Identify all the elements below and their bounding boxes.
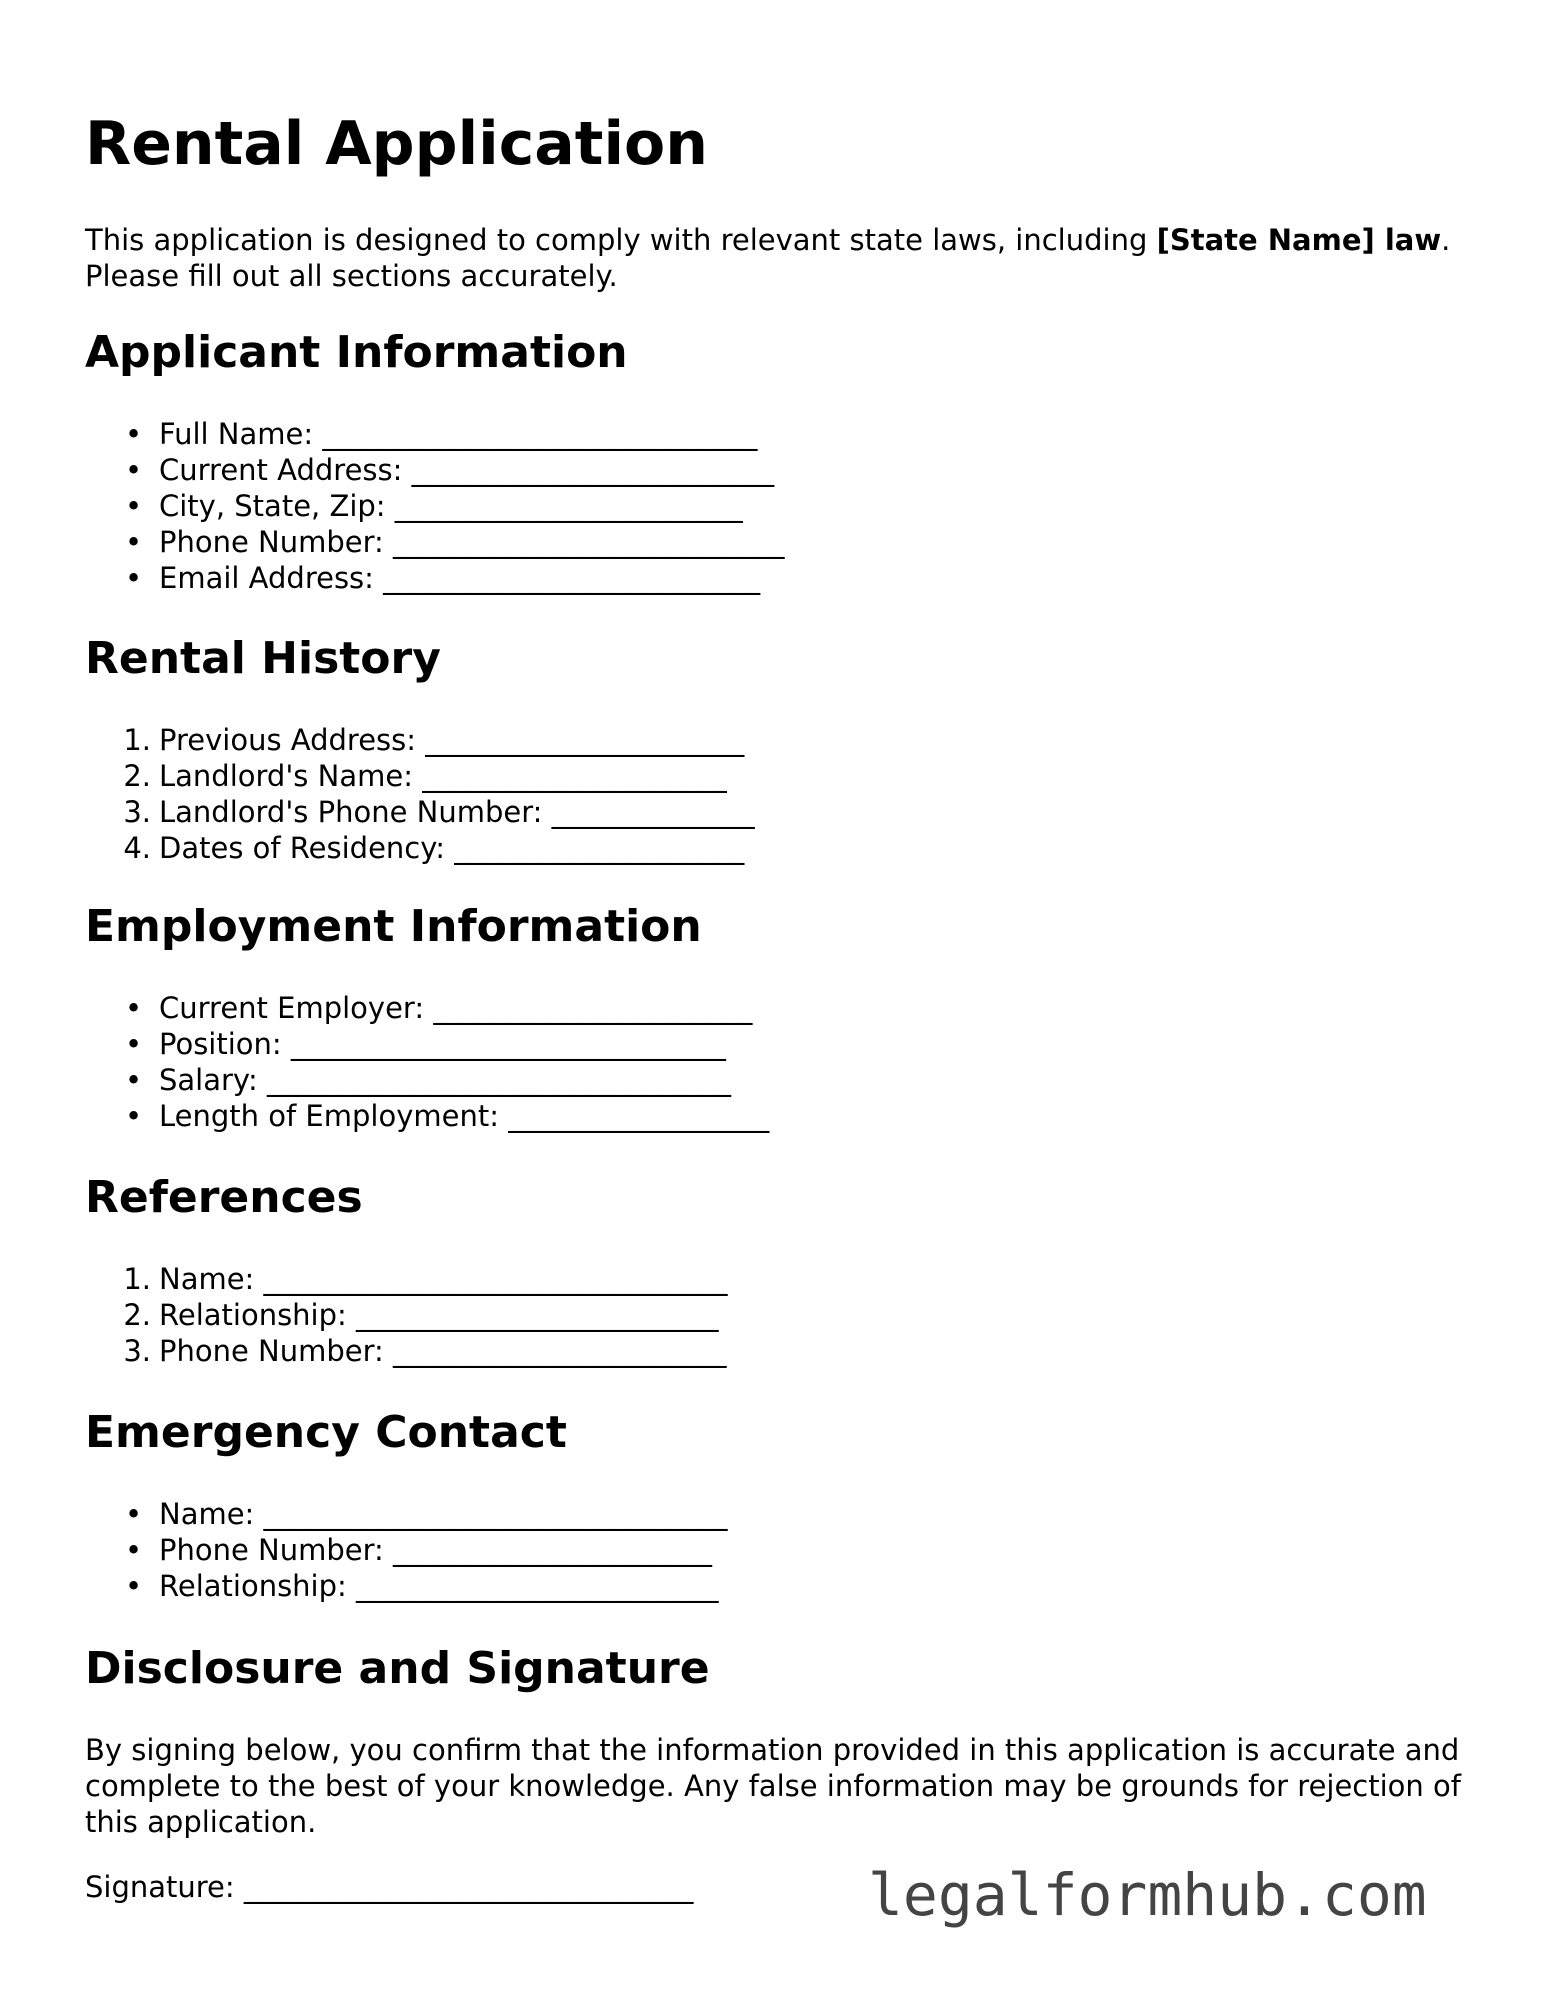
field-label: Position: xyxy=(159,1027,282,1061)
intro-text-after: . Please fill out all sections accurately. xyxy=(85,223,1451,293)
field-label: City, State, Zip: xyxy=(159,489,386,523)
phone-number-field[interactable]: ___________________________ xyxy=(393,525,785,559)
list-item xyxy=(85,794,755,830)
employment-information-list xyxy=(85,990,769,1134)
bullet-marker: • xyxy=(125,417,143,451)
field-label: Name: xyxy=(159,1262,255,1296)
field-label: Length of Employment: xyxy=(159,1099,499,1133)
list-item xyxy=(85,722,755,758)
bullet-marker: • xyxy=(125,1027,143,1061)
list-item xyxy=(85,1261,728,1297)
bullet-marker: • xyxy=(125,1497,143,1531)
signature-label: Signature: xyxy=(85,1870,235,1904)
list-item xyxy=(85,1496,728,1532)
bullet-marker: • xyxy=(125,525,143,559)
field-label: Dates of Residency: xyxy=(159,831,446,865)
city-state-zip-field[interactable]: ________________________ xyxy=(394,489,743,523)
list-item xyxy=(85,416,785,452)
list-item xyxy=(85,524,785,560)
field-label: Current Address: xyxy=(159,453,403,487)
number-marker: 4. xyxy=(123,831,151,865)
page-title: Rental Application xyxy=(85,109,708,179)
list-item xyxy=(85,758,755,794)
field-label: Phone Number: xyxy=(159,1533,384,1567)
list-item xyxy=(85,1568,728,1604)
landlord-phone-field[interactable]: ______________ xyxy=(551,795,755,829)
bullet-marker: • xyxy=(125,1099,143,1133)
list-item xyxy=(85,830,755,866)
field-label: Name: xyxy=(159,1497,255,1531)
bullet-marker: • xyxy=(125,991,143,1025)
number-marker: 2. xyxy=(123,1298,151,1332)
list-item xyxy=(85,990,769,1026)
position-field[interactable]: ______________________________ xyxy=(290,1027,726,1061)
references-heading: References xyxy=(85,1172,363,1223)
field-label: Email Address: xyxy=(159,561,374,595)
list-item xyxy=(85,1532,728,1568)
bullet-marker: • xyxy=(125,1533,143,1567)
references-list xyxy=(85,1261,728,1369)
field-label: Full Name: xyxy=(159,417,314,451)
field-label: Phone Number: xyxy=(159,1334,384,1368)
field-label: Relationship: xyxy=(159,1298,347,1332)
list-item xyxy=(85,1297,728,1333)
rental-history-list xyxy=(85,722,755,866)
list-item xyxy=(85,1026,769,1062)
email-address-field[interactable]: __________________________ xyxy=(383,561,761,595)
list-item xyxy=(85,1333,728,1369)
bullet-marker: • xyxy=(125,1063,143,1097)
previous-address-field[interactable]: ______________________ xyxy=(425,723,745,757)
list-item xyxy=(85,1098,769,1134)
reference-name-field[interactable]: ________________________________ xyxy=(263,1262,728,1296)
field-label: Current Employer: xyxy=(159,991,425,1025)
watermark-logo: legalformhub.com xyxy=(868,1861,1427,1929)
intro-paragraph xyxy=(85,222,1455,294)
bullet-marker: • xyxy=(125,1569,143,1603)
number-marker: 1. xyxy=(123,723,151,757)
number-marker: 3. xyxy=(123,1334,151,1368)
bullet-marker: • xyxy=(125,561,143,595)
list-item xyxy=(85,452,785,488)
current-address-field[interactable]: _________________________ xyxy=(411,453,775,487)
length-of-employment-field[interactable]: __________________ xyxy=(508,1099,770,1133)
dates-of-residency-field[interactable]: ____________________ xyxy=(454,831,745,865)
field-label: Salary: xyxy=(159,1063,258,1097)
emergency-phone-field[interactable]: ______________________ xyxy=(393,1533,713,1567)
applicant-information-heading: Applicant Information xyxy=(85,327,628,378)
reference-phone-field[interactable]: _______________________ xyxy=(393,1334,727,1368)
number-marker: 1. xyxy=(123,1262,151,1296)
bullet-marker: • xyxy=(125,489,143,523)
list-item xyxy=(85,488,785,524)
current-employer-field[interactable]: ______________________ xyxy=(433,991,753,1025)
emergency-relationship-field[interactable]: _________________________ xyxy=(356,1569,719,1603)
disclosure-paragraph: By signing below, you confirm that the information provided in this application is accurate and complete to the best of your knowledge. Any false information may be grounds for rejection of this application. xyxy=(85,1733,1461,1839)
reference-relationship-field[interactable]: _________________________ xyxy=(356,1298,719,1332)
field-label: Landlord's Phone Number: xyxy=(159,795,543,829)
field-label: Previous Address: xyxy=(159,723,417,757)
intro-text-before: This application is designed to comply with relevant state laws, including xyxy=(85,223,1157,257)
signature-line xyxy=(85,1869,693,1905)
bullet-marker: • xyxy=(125,453,143,487)
list-item xyxy=(85,1062,769,1098)
field-label: Landlord's Name: xyxy=(159,759,413,793)
employment-information-heading: Employment Information xyxy=(85,901,702,952)
field-label: Relationship: xyxy=(159,1569,347,1603)
salary-field[interactable]: ________________________________ xyxy=(266,1063,731,1097)
landlord-name-field[interactable]: _____________________ xyxy=(422,759,727,793)
number-marker: 2. xyxy=(123,759,151,793)
emergency-name-field[interactable]: ________________________________ xyxy=(263,1497,728,1531)
applicant-information-list xyxy=(85,416,785,596)
emergency-contact-list xyxy=(85,1496,728,1604)
state-law-placeholder: [State Name] law xyxy=(1156,223,1442,257)
rental-history-heading: Rental History xyxy=(85,633,441,684)
emergency-contact-heading: Emergency Contact xyxy=(85,1407,567,1458)
field-label: Phone Number: xyxy=(159,525,384,559)
number-marker: 3. xyxy=(123,795,151,829)
disclosure-signature-heading: Disclosure and Signature xyxy=(85,1643,710,1694)
signature-field[interactable]: _______________________________ xyxy=(243,1870,694,1904)
full-name-field[interactable]: ______________________________ xyxy=(322,417,758,451)
list-item xyxy=(85,560,785,596)
